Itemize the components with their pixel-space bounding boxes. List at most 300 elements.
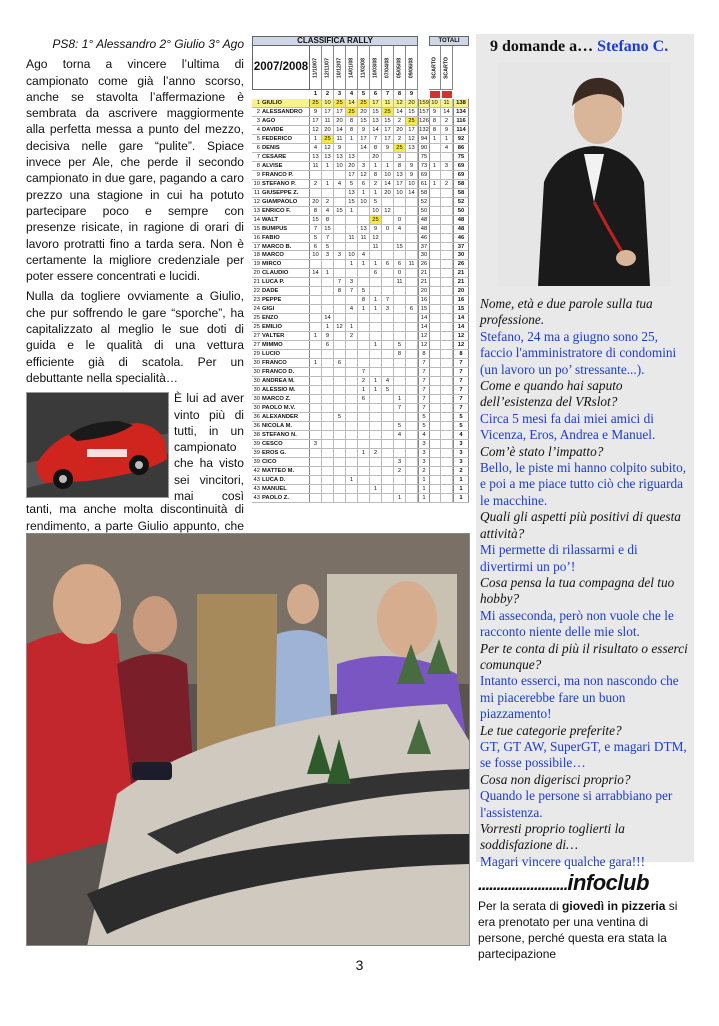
race-points-cell: 4	[358, 251, 370, 259]
race-points-cell: 1	[370, 296, 382, 304]
race-points-cell: 12	[370, 234, 382, 242]
race-points-cell: 6	[406, 305, 418, 313]
race-date-label: 09/06/08	[407, 57, 414, 78]
race-points-cell	[358, 359, 370, 367]
rank-cell: 25	[253, 315, 260, 322]
discard-label: SCARTO	[430, 56, 437, 79]
race-points-cell: 25	[382, 108, 394, 116]
discard-1-cell	[429, 198, 441, 206]
race-points-cell	[358, 332, 370, 340]
net-total-cell: 7	[453, 404, 469, 412]
race-points-cell	[322, 422, 334, 430]
race-points-cell	[406, 287, 418, 295]
race-points-cell	[346, 368, 358, 376]
gross-total-cell: 1	[418, 494, 430, 502]
race-points-cell: 15	[370, 108, 382, 116]
race-points-cell	[310, 323, 322, 331]
gross-total-cell: 7	[418, 386, 430, 394]
race-points-cell	[346, 216, 358, 224]
driver-name-cell: CLAUDIO	[261, 269, 310, 277]
discard-1-cell	[429, 207, 441, 215]
race-date-header	[322, 46, 334, 90]
race-points-cell	[322, 404, 334, 412]
standings-row	[252, 485, 469, 494]
interview-qa	[476, 286, 694, 870]
standings-row	[252, 243, 469, 252]
race-points-cell	[358, 413, 370, 421]
race-points-cell	[346, 449, 358, 457]
race-points-cell: 1	[358, 305, 370, 313]
standings-row	[252, 377, 469, 386]
race-points-cell: 10	[406, 180, 418, 188]
race-points-cell: 9	[406, 162, 418, 170]
driver-name-cell: DADE	[261, 287, 310, 295]
discard-2-cell	[441, 225, 453, 233]
gross-total-cell: 21	[418, 278, 430, 286]
race-points-cell: 10	[370, 207, 382, 215]
race-points-cell	[334, 449, 346, 457]
discard-1-cell	[429, 278, 441, 286]
race-points-cell	[322, 395, 334, 403]
standings-row	[252, 386, 469, 395]
net-total-cell: 8	[453, 350, 469, 358]
race-points-cell: 1	[322, 162, 334, 170]
gross-total-cell: 21	[418, 269, 430, 277]
race-points-cell	[370, 440, 382, 448]
race-points-cell: 3	[358, 162, 370, 170]
gross-total-cell: 157	[419, 108, 429, 115]
race-date-header	[358, 46, 370, 90]
race-points-cell: 17	[310, 117, 322, 125]
race-points-cell	[310, 314, 322, 322]
race-points-cell	[370, 413, 382, 421]
race-points-cell: 14	[358, 144, 370, 152]
wrap-line: sei vincitori,	[174, 472, 244, 487]
race-points-cell	[370, 431, 382, 439]
standings-row	[252, 225, 469, 234]
standings-row	[252, 99, 469, 108]
driver-name-cell: MANUEL	[261, 485, 310, 493]
race-points-cell: 15	[346, 198, 358, 206]
article-paragraph-1: Ago torna a vincere l’ultima di campionato come già l’anno scorso, anche se stavolta l’affermazione è sembrata da ascrivere maggiormente alla perfetta messa a punto del mezzo, decisiva nelle gare “pulite”. Spiace invece per Ale, che perde il secondo campionato in due gare, pagando a caro prezzo una stagione in cui ha potuto partecipare poco e sempre con presenze risicate, in ragione di orari di lavoro protratti fino a tarda sera. Non è certamente la migliore credenziale per poter essere concentrati e lucidi.	[26, 57, 244, 284]
gross-total-cell: 15	[418, 305, 430, 313]
race-points-cell: 7	[382, 296, 394, 304]
race-points-cell	[310, 278, 322, 286]
net-total-cell: 3	[453, 458, 469, 466]
net-total-cell: 5	[453, 422, 469, 430]
race-points-cell: 15	[334, 207, 346, 215]
race-points-cell	[358, 207, 370, 215]
race-points-cell: 25	[334, 99, 346, 107]
race-points-cell	[406, 296, 418, 304]
race-points-cell: 11	[382, 99, 394, 107]
net-total-cell: 7	[453, 377, 469, 385]
race-points-cell	[406, 368, 418, 376]
race-points-cell: 7	[358, 368, 370, 376]
net-total-cell: 4	[453, 431, 469, 439]
race-points-cell	[322, 359, 334, 367]
driver-name-cell: MATTEO M.	[261, 467, 310, 475]
race-points-cell: 12	[322, 144, 334, 152]
race-points-cell	[310, 395, 322, 403]
standings-title: CLASSIFICA RALLY	[252, 36, 418, 46]
discard-1-cell	[429, 144, 441, 152]
discard-1-cell	[429, 260, 441, 268]
gross-total-cell: 61	[418, 180, 430, 188]
race-points-cell	[358, 476, 370, 484]
race-points-cell: 4	[310, 144, 322, 152]
race-date-label: 10/12/07	[335, 57, 342, 78]
race-points-cell: 1	[370, 260, 382, 268]
discard-1-cell	[429, 449, 441, 457]
interview-question: Per te conta di più il risultato o esserci comunque?	[480, 640, 688, 672]
race-points-cell: 14	[406, 189, 418, 197]
standings-row	[252, 314, 469, 323]
discard-2-cell	[441, 386, 453, 394]
race-points-cell	[346, 413, 358, 421]
race-points-cell: 9	[322, 332, 334, 340]
race-points-cell	[322, 278, 334, 286]
race-points-cell	[406, 431, 418, 439]
race-points-cell	[334, 332, 346, 340]
wrap-line: che ha visto	[174, 456, 244, 471]
discard-2-cell	[441, 153, 453, 161]
gross-total-cell: 2	[418, 467, 430, 475]
standings-row	[252, 395, 469, 404]
race-points-cell: 15	[358, 117, 370, 125]
race-points-cell: 11	[334, 135, 346, 143]
race-points-cell: 14	[394, 108, 406, 116]
race-points-cell	[322, 476, 334, 484]
rally-car-illustration	[27, 393, 169, 498]
race-points-cell	[406, 476, 418, 484]
discard-2-cell	[441, 314, 453, 322]
race-points-cell	[358, 404, 370, 412]
race-points-cell	[394, 287, 406, 295]
race-points-cell: 11	[358, 234, 370, 242]
race-points-cell: 17	[382, 126, 394, 134]
race-points-cell	[406, 386, 418, 394]
gross-total-cell: 75	[418, 153, 430, 161]
race-points-cell	[382, 359, 394, 367]
race-points-cell	[310, 341, 322, 349]
driver-name-cell: LUCIO	[261, 350, 310, 358]
rank-cell: 20	[253, 270, 260, 277]
race-date-label: 11/02/08	[359, 57, 366, 78]
gross-total-cell: 14	[418, 314, 430, 322]
net-total-cell: 48	[453, 216, 469, 224]
race-points-cell	[382, 413, 394, 421]
race-points-cell	[370, 278, 382, 286]
discard-1-cell	[429, 171, 441, 179]
gross-total-cell: 37	[418, 243, 430, 251]
rank-cell: 24	[253, 306, 260, 313]
race-points-cell	[346, 485, 358, 493]
rank-cell: 30	[253, 378, 260, 385]
race-points-cell: 1	[382, 162, 394, 170]
driver-name-cell: CICO	[261, 458, 310, 466]
race-points-cell: 13	[310, 153, 322, 161]
rank-cell: 17	[253, 243, 260, 250]
discard-2-cell	[441, 287, 453, 295]
race-points-cell	[394, 234, 406, 242]
discard-2-cell	[441, 171, 453, 179]
race-points-cell	[406, 422, 418, 430]
race-number: 1	[310, 90, 322, 99]
gross-total-cell: 90	[418, 144, 430, 152]
race-points-cell: 1	[370, 377, 382, 385]
rank-cell: 43	[253, 494, 260, 501]
rank-cell: 43	[253, 485, 260, 492]
race-points-cell	[358, 153, 370, 161]
race-points-cell	[370, 395, 382, 403]
gross-total-cell: 3	[418, 449, 430, 457]
driver-name-cell: GIULIO	[261, 99, 310, 107]
gross-total-cell: 4	[418, 431, 430, 439]
race-points-cell: 2	[370, 449, 382, 457]
standings-table	[252, 36, 469, 532]
race-points-cell: 11	[370, 243, 382, 251]
race-points-cell: 5	[346, 180, 358, 188]
race-points-cell: 5	[358, 287, 370, 295]
race-points-cell: 4	[334, 180, 346, 188]
driver-name-cell: WALT	[261, 216, 310, 224]
race-number: 6	[370, 90, 382, 99]
discard-1-cell: 1	[429, 180, 441, 188]
standings-row	[252, 180, 469, 189]
race-points-cell: 6	[334, 359, 346, 367]
discard-2-cell: 3	[441, 162, 453, 170]
rank-cell: 10	[253, 180, 260, 187]
discard-2-cell	[441, 458, 453, 466]
race-number: 3	[334, 90, 346, 99]
discard-1-cell	[429, 485, 441, 493]
discard-2-cell	[441, 368, 453, 376]
interview-answer: Mi permette di rilassarmi e di divertirmi un po’!	[480, 542, 638, 574]
net-total-cell: 12	[453, 332, 469, 340]
race-points-cell: 1	[370, 485, 382, 493]
net-total-cell: 12	[453, 341, 469, 349]
standings-row	[252, 207, 469, 216]
interview-answer: Quando le persone si arrabbiano per l'assistenza.	[480, 788, 673, 820]
race-points-cell: 1	[310, 135, 322, 143]
gross-total-cell: 8	[418, 350, 430, 358]
race-points-cell	[382, 449, 394, 457]
rally-car-photo	[26, 392, 169, 498]
race-points-cell	[334, 225, 346, 233]
net-total-cell: 7	[453, 368, 469, 376]
discard-1-cell	[429, 243, 441, 251]
race-points-cell	[370, 494, 382, 502]
race-points-cell	[346, 494, 358, 502]
driver-name-cell: EROS G.	[261, 449, 310, 457]
rank-cell: 27	[253, 333, 260, 340]
interview-title	[476, 34, 694, 56]
race-points-cell	[406, 359, 418, 367]
race-points-cell: 4	[322, 207, 334, 215]
discard-2-cell	[441, 467, 453, 475]
race-points-cell	[346, 243, 358, 251]
race-points-cell: 8	[346, 126, 358, 134]
race-points-cell	[334, 386, 346, 394]
race-points-cell	[370, 359, 382, 367]
race-points-cell: 17	[346, 171, 358, 179]
race-points-cell: 11	[346, 234, 358, 242]
gross-total-cell: 50	[418, 207, 430, 215]
standings-row	[252, 171, 469, 180]
driver-name-cell: EMILIO	[261, 323, 310, 331]
rank-cell: 8	[256, 162, 260, 169]
gross-total-cell: 132	[419, 126, 429, 133]
discard-2-cell	[441, 449, 453, 457]
gross-total-cell: 126	[419, 117, 429, 124]
race-points-cell: 5	[394, 422, 406, 430]
race-points-cell: 3	[394, 458, 406, 466]
race-points-cell	[346, 467, 358, 475]
race-points-cell	[406, 243, 418, 251]
gross-total-cell: 30	[418, 251, 430, 259]
race-points-cell	[322, 305, 334, 313]
race-points-cell	[334, 494, 346, 502]
race-date-header	[394, 46, 406, 90]
race-points-cell: 25	[322, 135, 334, 143]
rank-cell: 43	[253, 476, 260, 483]
gross-total-cell: 3	[418, 458, 430, 466]
gross-total-cell: 12	[418, 341, 430, 349]
race-points-cell: 2	[322, 198, 334, 206]
race-points-cell	[334, 458, 346, 466]
gross-total-cell: 73	[418, 162, 430, 170]
race-points-cell: 1	[322, 269, 334, 277]
discard-2-cell	[441, 485, 453, 493]
rank-cell: 11	[253, 189, 260, 196]
driver-name-cell: ALEXANDER	[261, 413, 310, 421]
discard-2-cell	[441, 341, 453, 349]
race-points-cell: 8	[346, 117, 358, 125]
race-points-cell	[394, 323, 406, 331]
portrait-illustration	[498, 62, 671, 286]
race-points-cell	[310, 431, 322, 439]
race-points-cell	[346, 377, 358, 385]
discard-2-cell	[441, 234, 453, 242]
discard-1-cell	[429, 251, 441, 259]
net-total-cell: 1	[453, 485, 469, 493]
race-points-cell: 6	[322, 341, 334, 349]
standings-row	[252, 108, 469, 117]
race-points-cell: 1	[322, 180, 334, 188]
race-points-cell	[358, 278, 370, 286]
race-points-cell	[382, 431, 394, 439]
race-points-cell: 5	[322, 243, 334, 251]
rank-cell: 21	[253, 279, 260, 286]
race-points-cell: 3	[394, 153, 406, 161]
interviewee-portrait	[498, 62, 671, 286]
driver-name-cell: GIUSEPPE Z.	[261, 189, 310, 197]
race-points-cell	[334, 234, 346, 242]
discard-label: SCARTO	[442, 56, 449, 79]
race-points-cell	[322, 296, 334, 304]
race-points-cell: 1	[310, 359, 322, 367]
net-total-cell: 116	[453, 117, 469, 125]
interview-answer: GT, GT AW, SuperGT, e magari DTM, se fosse possibile…	[480, 738, 687, 771]
race-points-cell	[310, 404, 322, 412]
race-points-cell: 4	[394, 431, 406, 439]
discard-1-cell	[429, 413, 441, 421]
driver-name-cell: FEDERICO	[261, 135, 310, 143]
race-points-cell	[406, 404, 418, 412]
race-date-header	[346, 46, 358, 90]
standings-row	[252, 269, 469, 278]
race-points-cell	[382, 251, 394, 259]
race-points-cell	[334, 485, 346, 493]
net-total-cell: 75	[453, 153, 469, 161]
discard-2-cell	[441, 198, 453, 206]
standings-row	[252, 153, 469, 162]
gross-total-cell: 94	[418, 135, 430, 143]
race-points-cell	[370, 422, 382, 430]
race-points-cell: 15	[322, 225, 334, 233]
gross-total-cell: 159	[419, 100, 429, 106]
race-number: 7	[382, 90, 394, 99]
race-points-cell: 5	[382, 386, 394, 394]
driver-name-cell: ENZO	[261, 314, 310, 322]
discard-1-cell: 1	[429, 135, 441, 143]
race-points-cell: 9	[358, 126, 370, 134]
race-points-cell	[310, 422, 322, 430]
discard-2-cell: 2	[441, 180, 453, 188]
race-points-cell: 17	[382, 135, 394, 143]
net-total-cell: 3	[453, 440, 469, 448]
race-points-cell	[310, 189, 322, 197]
race-points-cell: 14	[322, 314, 334, 322]
race-points-cell	[322, 431, 334, 439]
race-points-cell	[310, 476, 322, 484]
rank-cell: 4	[256, 126, 260, 133]
race-points-cell: 20	[370, 153, 382, 161]
race-points-cell: 15	[310, 216, 322, 224]
race-points-cell	[346, 296, 358, 304]
rank-cell: 39	[253, 440, 260, 447]
gross-total-cell: 7	[418, 404, 430, 412]
race-points-cell: 11	[394, 278, 406, 286]
standings-row	[252, 278, 469, 287]
race-points-cell: 20	[382, 189, 394, 197]
net-total-cell: 86	[453, 144, 469, 152]
interview-question: Come e quando hai saputo dell’esistenza del VRslot?	[480, 378, 623, 410]
race-points-cell	[394, 386, 406, 394]
race-points-cell	[334, 171, 346, 179]
discard-1-cell	[429, 225, 441, 233]
discard-2-cell	[441, 422, 453, 430]
race-points-cell: 25	[358, 99, 370, 107]
race-points-cell: 6	[370, 269, 382, 277]
rank-cell: 18	[253, 252, 260, 259]
standings-row	[252, 449, 469, 458]
net-total-cell: 58	[453, 189, 469, 197]
race-points-cell	[358, 431, 370, 439]
driver-name-cell: VALTER	[261, 332, 310, 340]
discard-2-cell	[441, 332, 453, 340]
driver-name-cell: FRANCO	[261, 359, 310, 367]
interview-question: Nome, età e due parole sulla tua professione.	[480, 296, 653, 328]
discard-1-cell	[429, 458, 441, 466]
gross-total-cell: 16	[418, 296, 430, 304]
race-points-cell: 2	[394, 117, 406, 125]
interview-answer: Bello, le piste mi hanno colpito subito, e poi a me piace tutto ciò che riguarda le macchine.	[480, 460, 687, 508]
race-points-cell	[310, 413, 322, 421]
rank-cell: 12	[253, 198, 260, 205]
driver-name-cell: CESCO	[261, 440, 310, 448]
